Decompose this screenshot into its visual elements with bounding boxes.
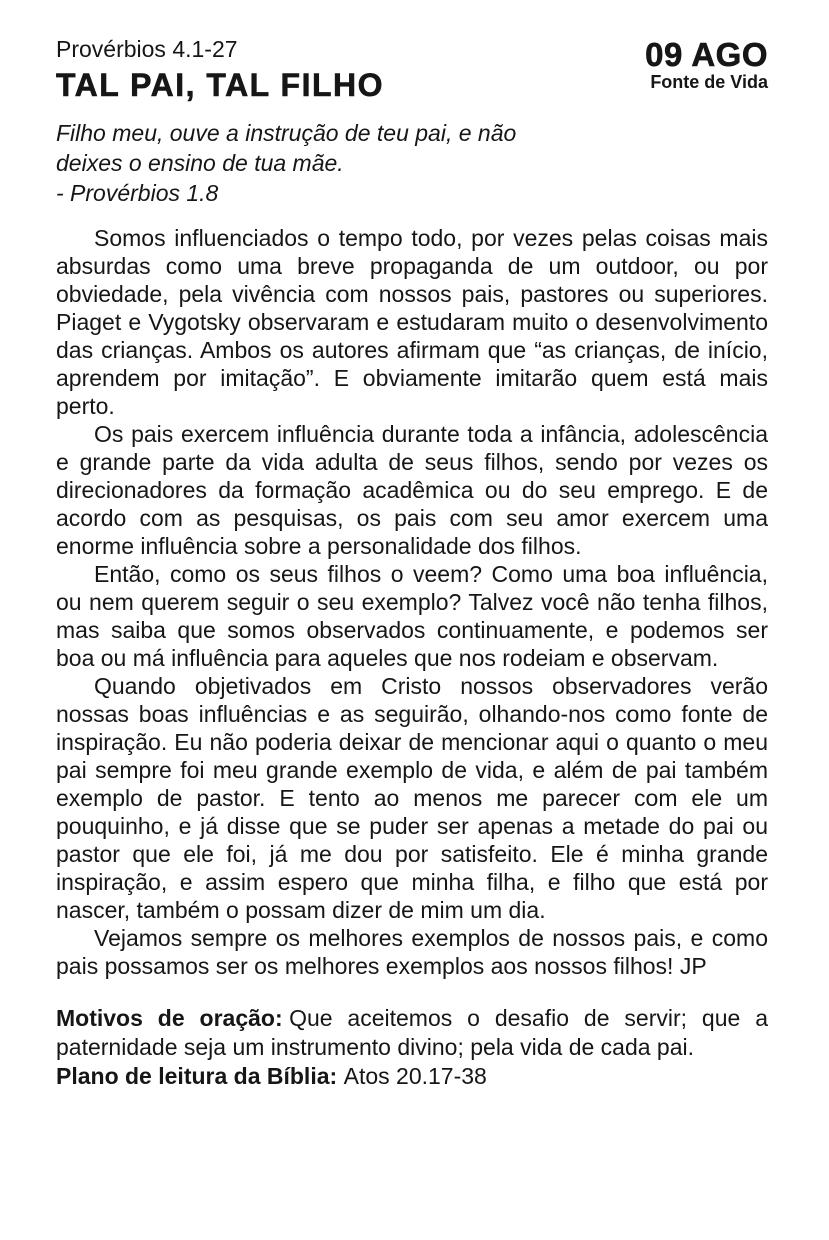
header-left <box>56 36 384 104</box>
verse-line-2: deixes o ensino de tua mãe. <box>56 150 344 176</box>
footer <box>56 1004 768 1091</box>
brand-label: Fonte de Vida <box>650 72 768 92</box>
paragraph-3: Então, como os seus filhos o veem? Como uma boa influência, ou nem querem seguir o seu exemplo? Talvez você não tenha filhos, mas saiba que somos observados continuamente, e podemos ser boa ou má influência para aqueles que nos rodeiam e observam. <box>56 561 768 671</box>
page-title: TAL PAI, TAL FILHO <box>56 67 385 103</box>
paragraph-5: Vejamos sempre os melhores exemplos de nossos pais, e como pais possamos ser os melhores exemplos aos nossos filhos! JP <box>56 925 768 979</box>
verse-source: - Provérbios 1.8 <box>56 180 219 206</box>
page-header <box>56 36 768 104</box>
prayer-motives-text: Que aceitemos o desafio de servir; que a paternidade seja um instrumento divino; pela vida de cada pai. <box>56 1005 768 1060</box>
date-label: 09 AGO <box>645 36 768 73</box>
reading-plan <box>56 1062 768 1091</box>
body-text <box>56 224 768 980</box>
masthead <box>645 36 768 93</box>
reading-plan-label: Plano de leitura da Bíblia: <box>56 1063 338 1089</box>
paragraph-1: Somos influenciados o tempo todo, por vezes pelas coisas mais absurdas como uma breve propaganda de um outdoor, ou por obviedade, pela vivência com nossos pais, pastores ou superiores. Piaget e Vygotsky observaram e estudaram muito o desenvolvimento das crianças. Ambos os autores afirmam que “as crianças, de início, aprendem por imitação”. E obviamente imitarão quem está mais perto. <box>56 225 768 419</box>
reading-plan-text: Atos 20.17-38 <box>343 1063 487 1089</box>
paragraph-2: Os pais exercem influência durante toda a infância, adolescência e grande parte da vida adulta de seus filhos, sendo por vezes os direcionadores da formação acadêmica ou do seu emprego. E de acordo com as pesquisas, os pais com seu amor exercem uma enorme influência sobre a personalidade dos filhos. <box>56 421 768 559</box>
prayer-motives <box>56 1004 768 1062</box>
prayer-motives-label: Motivos de oração: <box>56 1005 283 1031</box>
paragraph-4: Quando objetivados em Cristo nossos observadores verão nossas boas influências e as seguirão, olhando-nos como fonte de inspiração. Eu não poderia deixar de mencionar aqui o quanto o meu pai sempre foi meu grande exemplo de vida, e além de pai também exemplo de pastor. E tento ao menos me parecer com ele um pouquinho, e já disse que se puder ser apenas a metade do pai ou pastor que ele foi, já me dou por satisfeito. Ele é minha grande inspiração, e assim espero que minha filha, e filho que está por nascer, também o possam dizer de mim um dia. <box>56 673 768 923</box>
verse-line-1: Filho meu, ouve a instrução de teu pai, e não <box>56 120 517 146</box>
verse-quote <box>56 118 768 208</box>
scripture-reference: Provérbios 4.1-27 <box>56 36 238 62</box>
